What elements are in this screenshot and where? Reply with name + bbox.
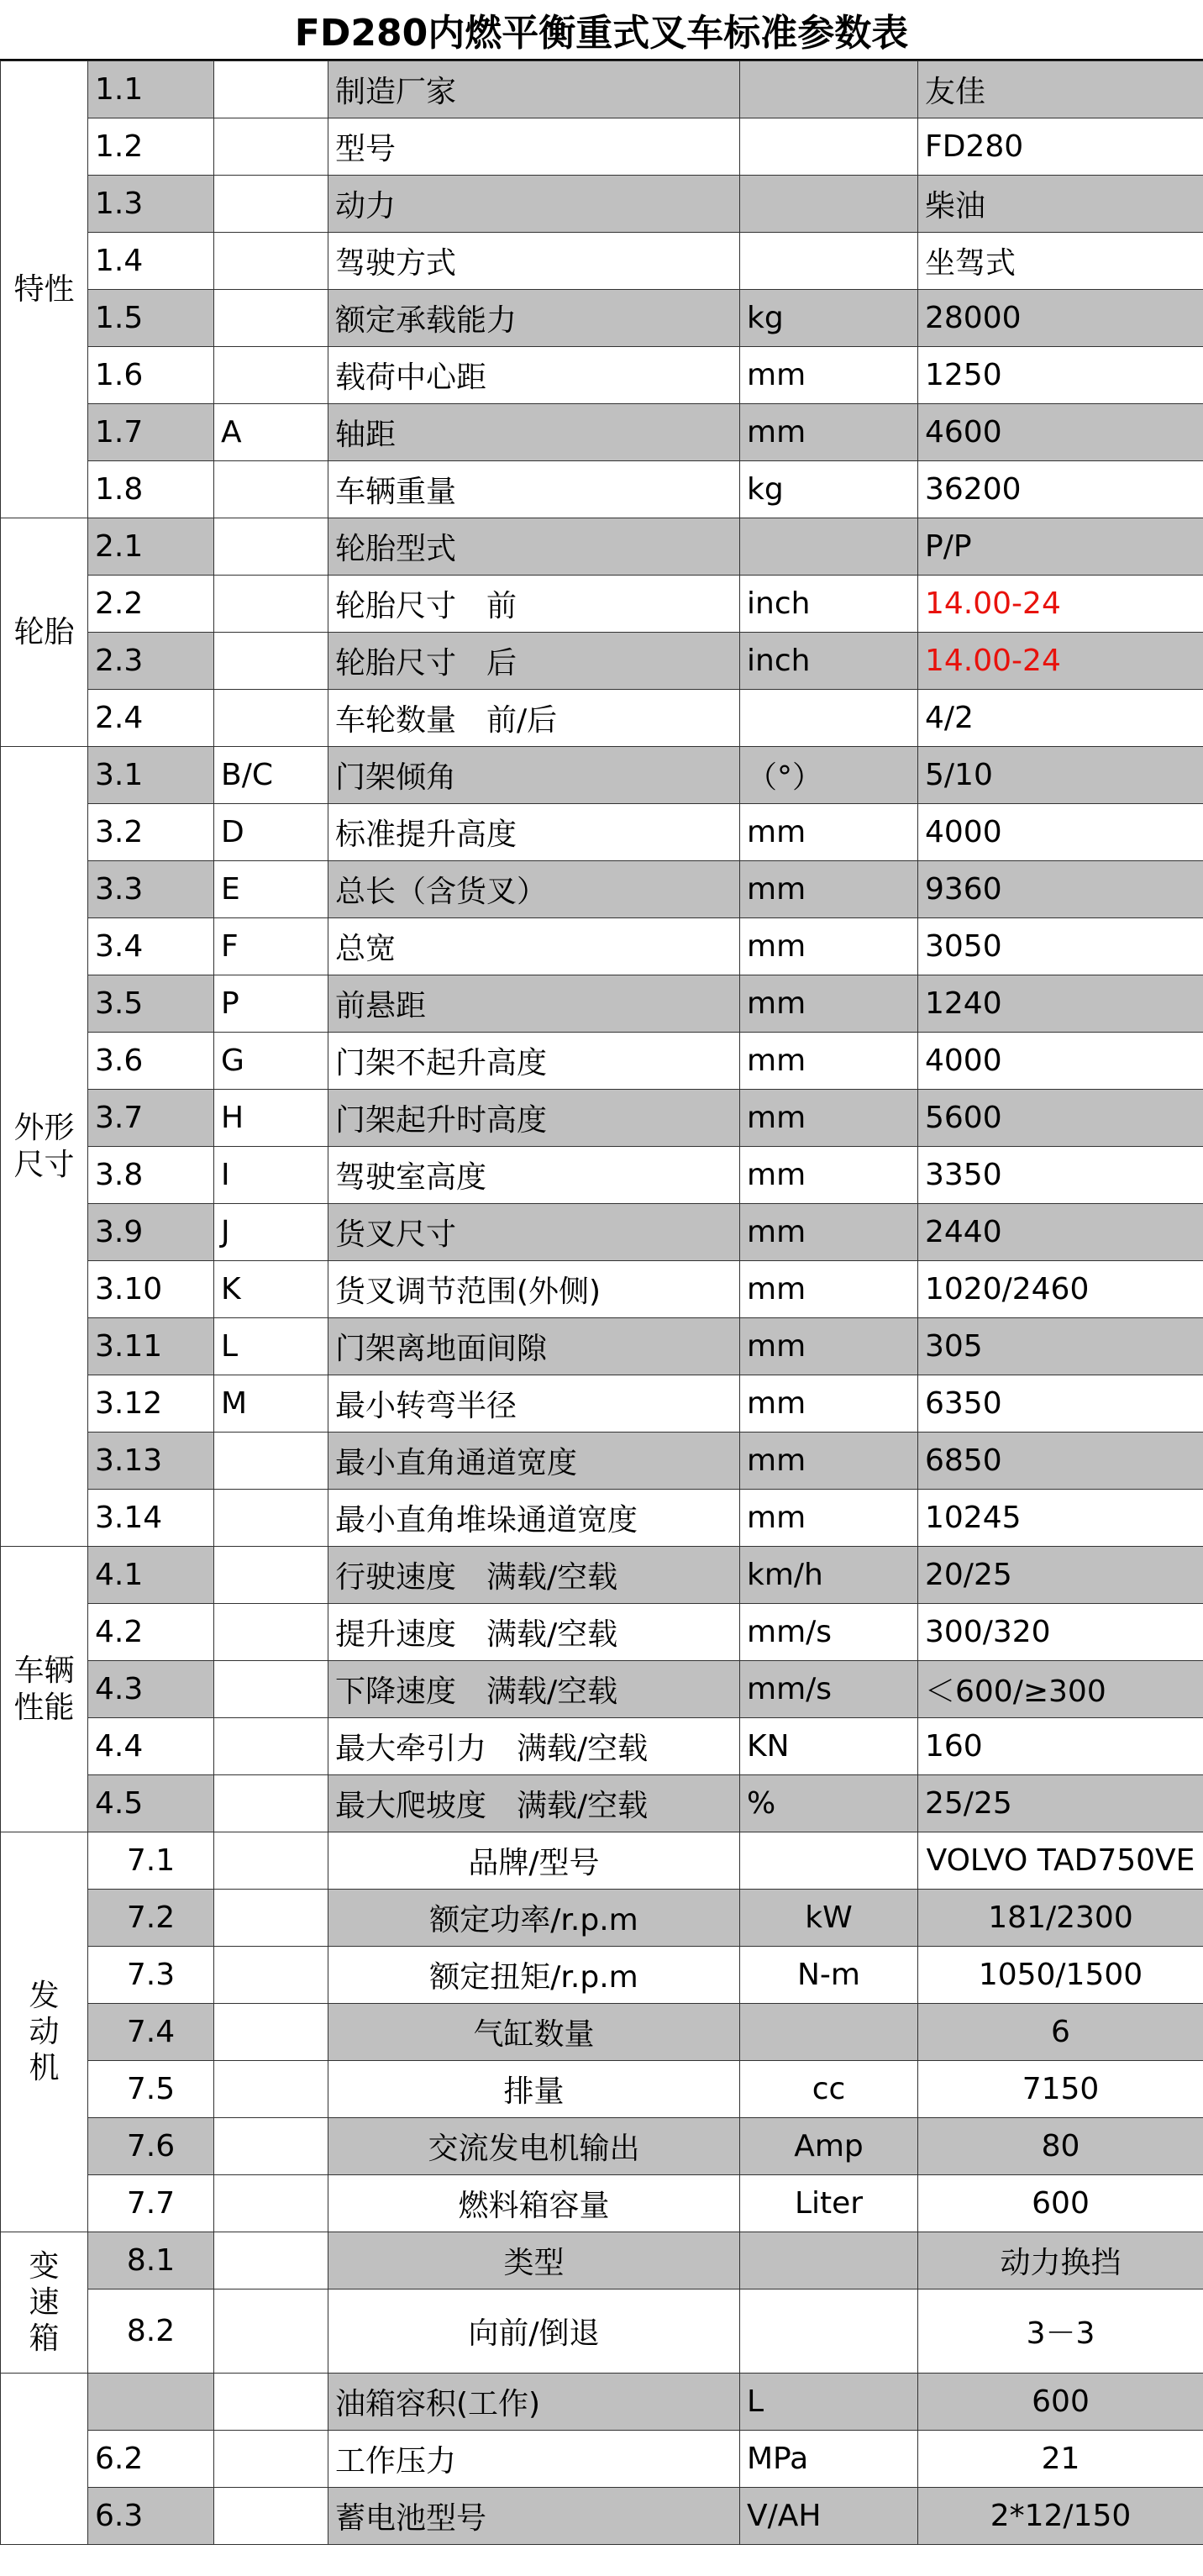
row-name: 轴距 xyxy=(328,404,740,461)
row-value: 6 xyxy=(918,2004,1203,2061)
row-name: 总长（含货叉） xyxy=(328,861,740,918)
table-row xyxy=(1,2061,1203,2118)
row-unit: mm xyxy=(740,1090,918,1147)
row-value: 5600 xyxy=(918,1090,1203,1147)
row-name: 额定扭矩/r.p.m xyxy=(328,1947,740,2004)
row-code xyxy=(214,2431,328,2488)
row-number: 2.4 xyxy=(88,690,214,747)
table-row xyxy=(1,233,1203,290)
row-code xyxy=(214,461,328,518)
row-unit: KN xyxy=(740,1718,918,1775)
row-number: 7.2 xyxy=(88,1890,214,1947)
row-unit: mm xyxy=(740,804,918,861)
row-code: D xyxy=(214,804,328,861)
row-code xyxy=(214,2374,328,2431)
table-row xyxy=(1,576,1203,633)
row-unit: mm xyxy=(740,975,918,1033)
row-value: 4000 xyxy=(918,804,1203,861)
row-code xyxy=(214,118,328,176)
row-code xyxy=(214,2118,328,2175)
section-label: 变 速 箱 xyxy=(1,2232,88,2374)
row-number: 2.2 xyxy=(88,576,214,633)
table-row xyxy=(1,690,1203,747)
row-value: 600 xyxy=(918,2374,1203,2431)
table-row xyxy=(1,1375,1203,1433)
row-code xyxy=(214,1661,328,1718)
row-unit: mm xyxy=(740,1204,918,1261)
row-name: 交流发电机输出 xyxy=(328,2118,740,2175)
table-row xyxy=(1,1947,1203,2004)
row-unit: mm xyxy=(740,918,918,975)
row-code xyxy=(214,2061,328,2118)
row-value: 36200 xyxy=(918,461,1203,518)
row-code xyxy=(214,2232,328,2289)
row-name: 行驶速度 满载/空载 xyxy=(328,1547,740,1604)
row-number: 4.5 xyxy=(88,1775,214,1832)
row-value: 6350 xyxy=(918,1375,1203,1433)
row-name: 最小直角堆垛通道宽度 xyxy=(328,1490,740,1547)
table-row xyxy=(1,2232,1203,2289)
row-value: 5/10 xyxy=(918,747,1203,804)
row-number: 1.6 xyxy=(88,347,214,404)
table-row xyxy=(1,61,1203,118)
row-unit: mm xyxy=(740,1433,918,1490)
row-number: 3.10 xyxy=(88,1261,214,1318)
row-value: 坐驾式 xyxy=(918,233,1203,290)
row-code xyxy=(214,2175,328,2232)
row-name: 门架不起升高度 xyxy=(328,1033,740,1090)
table-row xyxy=(1,1261,1203,1318)
row-unit xyxy=(740,690,918,747)
row-code: H xyxy=(214,1090,328,1147)
row-name: 门架离地面间隙 xyxy=(328,1318,740,1375)
row-code xyxy=(214,233,328,290)
row-name: 动力 xyxy=(328,176,740,233)
table-row xyxy=(1,461,1203,518)
row-value: 181/2300 xyxy=(918,1890,1203,1947)
row-unit: Amp xyxy=(740,2118,918,2175)
row-number: 3.6 xyxy=(88,1033,214,1090)
row-value: VOLVO TAD750VE xyxy=(918,1832,1203,1890)
row-code xyxy=(214,576,328,633)
row-unit: mm xyxy=(740,404,918,461)
table-row xyxy=(1,518,1203,576)
row-value: 柴油 xyxy=(918,176,1203,233)
row-number: 3.14 xyxy=(88,1490,214,1547)
row-value: 3050 xyxy=(918,918,1203,975)
row-number: 3.9 xyxy=(88,1204,214,1261)
row-unit: mm xyxy=(740,1318,918,1375)
table-row xyxy=(1,975,1203,1033)
row-name: 门架起升时高度 xyxy=(328,1090,740,1147)
row-code xyxy=(214,1832,328,1890)
table-row xyxy=(1,2289,1203,2374)
row-value: 1020/2460 xyxy=(918,1261,1203,1318)
table-row xyxy=(1,1661,1203,1718)
row-value: 4/2 xyxy=(918,690,1203,747)
row-number: 3.1 xyxy=(88,747,214,804)
row-value: 1240 xyxy=(918,975,1203,1033)
row-number: 4.1 xyxy=(88,1547,214,1604)
section-label: 轮胎 xyxy=(1,518,88,747)
table-row xyxy=(1,861,1203,918)
row-code xyxy=(214,1490,328,1547)
row-name: 蓄电池型号 xyxy=(328,2488,740,2545)
row-code: B/C xyxy=(214,747,328,804)
row-name: 标准提升高度 xyxy=(328,804,740,861)
table-row xyxy=(1,1547,1203,1604)
row-code xyxy=(214,176,328,233)
table-row xyxy=(1,1033,1203,1090)
table-row xyxy=(1,290,1203,347)
row-unit xyxy=(740,2232,918,2289)
row-value: 3－3 xyxy=(918,2289,1203,2374)
spec-table-body xyxy=(1,61,1203,2545)
row-unit xyxy=(740,118,918,176)
row-unit xyxy=(740,61,918,118)
row-number: 1.2 xyxy=(88,118,214,176)
row-unit: inch xyxy=(740,576,918,633)
row-name: 车辆重量 xyxy=(328,461,740,518)
table-row xyxy=(1,1604,1203,1661)
table-row xyxy=(1,1433,1203,1490)
row-value: 300/320 xyxy=(918,1604,1203,1661)
row-value: P/P xyxy=(918,518,1203,576)
row-unit xyxy=(740,518,918,576)
row-value: 9360 xyxy=(918,861,1203,918)
row-code: J xyxy=(214,1204,328,1261)
row-number: 3.7 xyxy=(88,1090,214,1147)
row-value: 6850 xyxy=(918,1433,1203,1490)
row-value: 动力换挡 xyxy=(918,2232,1203,2289)
table-row xyxy=(1,1718,1203,1775)
row-name: 总宽 xyxy=(328,918,740,975)
row-unit: mm xyxy=(740,347,918,404)
row-unit: mm xyxy=(740,1490,918,1547)
row-number: 3.13 xyxy=(88,1433,214,1490)
row-name: 轮胎尺寸 后 xyxy=(328,633,740,690)
row-code xyxy=(214,61,328,118)
row-value: 3350 xyxy=(918,1147,1203,1204)
row-code xyxy=(214,1890,328,1947)
row-unit: L xyxy=(740,2374,918,2431)
table-row xyxy=(1,918,1203,975)
row-unit: inch xyxy=(740,633,918,690)
table-row xyxy=(1,176,1203,233)
row-value: 25/25 xyxy=(918,1775,1203,1832)
row-name: 轮胎型式 xyxy=(328,518,740,576)
row-value: 21 xyxy=(918,2431,1203,2488)
row-name: 货叉调节范围(外侧) xyxy=(328,1261,740,1318)
row-number: 2.3 xyxy=(88,633,214,690)
table-row xyxy=(1,2431,1203,2488)
row-unit: （°） xyxy=(740,747,918,804)
row-value: 20/25 xyxy=(918,1547,1203,1604)
row-number: 1.5 xyxy=(88,290,214,347)
page-title: FD280内燃平衡重式叉车标准参数表 xyxy=(0,0,1203,60)
row-code xyxy=(214,347,328,404)
row-number: 3.4 xyxy=(88,918,214,975)
row-value: 160 xyxy=(918,1718,1203,1775)
row-code: G xyxy=(214,1033,328,1090)
row-unit xyxy=(740,2004,918,2061)
row-name: 油箱容积(工作) xyxy=(328,2374,740,2431)
row-value: 28000 xyxy=(918,290,1203,347)
row-number xyxy=(88,2374,214,2431)
section-label: 车辆 性能 xyxy=(1,1547,88,1832)
row-code: E xyxy=(214,861,328,918)
row-name: 工作压力 xyxy=(328,2431,740,2488)
spec-table xyxy=(0,60,1203,2545)
row-value: 10245 xyxy=(918,1490,1203,1547)
row-name: 提升速度 满载/空载 xyxy=(328,1604,740,1661)
row-value: 2440 xyxy=(918,1204,1203,1261)
row-code: P xyxy=(214,975,328,1033)
row-unit xyxy=(740,233,918,290)
row-number: 1.8 xyxy=(88,461,214,518)
table-row xyxy=(1,2488,1203,2545)
row-name: 最大牵引力 满载/空载 xyxy=(328,1718,740,1775)
row-number: 6.3 xyxy=(88,2488,214,2545)
row-name: 最小转弯半径 xyxy=(328,1375,740,1433)
row-number: 3.3 xyxy=(88,861,214,918)
row-number: 6.2 xyxy=(88,2431,214,2488)
row-unit: mm/s xyxy=(740,1604,918,1661)
row-code: K xyxy=(214,1261,328,1318)
row-value: 305 xyxy=(918,1318,1203,1375)
row-number: 2.1 xyxy=(88,518,214,576)
table-row xyxy=(1,1890,1203,1947)
row-unit xyxy=(740,1832,918,1890)
row-name: 燃料箱容量 xyxy=(328,2175,740,2232)
section-label: 外形 尺寸 xyxy=(1,747,88,1547)
row-code: M xyxy=(214,1375,328,1433)
row-code xyxy=(214,2488,328,2545)
row-code: A xyxy=(214,404,328,461)
row-code xyxy=(214,1775,328,1832)
row-number: 4.2 xyxy=(88,1604,214,1661)
row-value: ＜600/≥300 xyxy=(918,1661,1203,1718)
row-code xyxy=(214,1947,328,2004)
row-unit: km/h xyxy=(740,1547,918,1604)
row-number: 3.12 xyxy=(88,1375,214,1433)
row-number: 7.4 xyxy=(88,2004,214,2061)
table-row xyxy=(1,2175,1203,2232)
row-value: 2*12/150 xyxy=(918,2488,1203,2545)
row-name: 品牌/型号 xyxy=(328,1832,740,1890)
table-row xyxy=(1,118,1203,176)
row-number: 1.4 xyxy=(88,233,214,290)
row-name: 气缸数量 xyxy=(328,2004,740,2061)
row-unit: mm/s xyxy=(740,1661,918,1718)
row-unit: cc xyxy=(740,2061,918,2118)
row-unit: mm xyxy=(740,861,918,918)
row-value: FD280 xyxy=(918,118,1203,176)
table-row xyxy=(1,1318,1203,1375)
row-value: 4000 xyxy=(918,1033,1203,1090)
row-name: 最小直角通道宽度 xyxy=(328,1433,740,1490)
row-value: 80 xyxy=(918,2118,1203,2175)
row-value: 600 xyxy=(918,2175,1203,2232)
row-unit: kg xyxy=(740,290,918,347)
row-number: 7.3 xyxy=(88,1947,214,2004)
table-row xyxy=(1,2374,1203,2431)
table-row xyxy=(1,404,1203,461)
row-unit xyxy=(740,2289,918,2374)
row-code xyxy=(214,2004,328,2061)
row-name: 驾驶室高度 xyxy=(328,1147,740,1204)
row-number: 7.7 xyxy=(88,2175,214,2232)
row-number: 1.7 xyxy=(88,404,214,461)
row-name: 最大爬坡度 满载/空载 xyxy=(328,1775,740,1832)
row-name: 车轮数量 前/后 xyxy=(328,690,740,747)
row-number: 7.6 xyxy=(88,2118,214,2175)
row-code xyxy=(214,1433,328,1490)
row-name: 额定承载能力 xyxy=(328,290,740,347)
row-name: 下降速度 满载/空载 xyxy=(328,1661,740,1718)
row-code xyxy=(214,690,328,747)
row-unit: mm xyxy=(740,1375,918,1433)
table-row xyxy=(1,1204,1203,1261)
row-code: I xyxy=(214,1147,328,1204)
table-row xyxy=(1,1775,1203,1832)
row-unit: MPa xyxy=(740,2431,918,2488)
row-number: 4.3 xyxy=(88,1661,214,1718)
row-unit: mm xyxy=(740,1033,918,1090)
row-number: 3.2 xyxy=(88,804,214,861)
row-code xyxy=(214,518,328,576)
row-number: 3.5 xyxy=(88,975,214,1033)
row-unit: kg xyxy=(740,461,918,518)
table-row xyxy=(1,804,1203,861)
row-code xyxy=(214,290,328,347)
table-row xyxy=(1,347,1203,404)
row-unit: Liter xyxy=(740,2175,918,2232)
row-number: 7.5 xyxy=(88,2061,214,2118)
row-number: 4.4 xyxy=(88,1718,214,1775)
row-name: 排量 xyxy=(328,2061,740,2118)
section-label xyxy=(1,2374,88,2545)
row-name: 类型 xyxy=(328,2232,740,2289)
row-code xyxy=(214,1547,328,1604)
section-label: 发 动 机 xyxy=(1,1832,88,2232)
section-label: 特性 xyxy=(1,61,88,518)
row-code xyxy=(214,1718,328,1775)
row-name: 门架倾角 xyxy=(328,747,740,804)
row-name: 前悬距 xyxy=(328,975,740,1033)
row-number: 1.1 xyxy=(88,61,214,118)
table-row xyxy=(1,1090,1203,1147)
row-name: 轮胎尺寸 前 xyxy=(328,576,740,633)
row-number: 7.1 xyxy=(88,1832,214,1890)
table-row xyxy=(1,2004,1203,2061)
row-unit: % xyxy=(740,1775,918,1832)
table-row xyxy=(1,1147,1203,1204)
row-unit: mm xyxy=(740,1261,918,1318)
row-unit: mm xyxy=(740,1147,918,1204)
row-unit: V/AH xyxy=(740,2488,918,2545)
row-value: 1250 xyxy=(918,347,1203,404)
row-number: 8.1 xyxy=(88,2232,214,2289)
table-row xyxy=(1,633,1203,690)
row-code xyxy=(214,2289,328,2374)
table-row xyxy=(1,1490,1203,1547)
row-unit xyxy=(740,176,918,233)
table-row xyxy=(1,1832,1203,1890)
row-code: L xyxy=(214,1318,328,1375)
row-name: 型号 xyxy=(328,118,740,176)
row-number: 1.3 xyxy=(88,176,214,233)
row-value: 14.00-24 xyxy=(918,576,1203,633)
row-unit: kW xyxy=(740,1890,918,1947)
row-value: 4600 xyxy=(918,404,1203,461)
row-name: 制造厂家 xyxy=(328,61,740,118)
row-value: 友佳 xyxy=(918,61,1203,118)
row-name: 向前/倒退 xyxy=(328,2289,740,2374)
row-unit: N-m xyxy=(740,1947,918,2004)
row-value: 1050/1500 xyxy=(918,1947,1203,2004)
row-name: 驾驶方式 xyxy=(328,233,740,290)
row-number: 3.11 xyxy=(88,1318,214,1375)
table-row xyxy=(1,747,1203,804)
row-code: F xyxy=(214,918,328,975)
row-number: 8.2 xyxy=(88,2289,214,2374)
table-row xyxy=(1,2118,1203,2175)
row-code xyxy=(214,1604,328,1661)
row-value: 7150 xyxy=(918,2061,1203,2118)
row-value: 14.00-24 xyxy=(918,633,1203,690)
row-name: 载荷中心距 xyxy=(328,347,740,404)
row-name: 额定功率/r.p.m xyxy=(328,1890,740,1947)
row-number: 3.8 xyxy=(88,1147,214,1204)
row-code xyxy=(214,633,328,690)
row-name: 货叉尺寸 xyxy=(328,1204,740,1261)
